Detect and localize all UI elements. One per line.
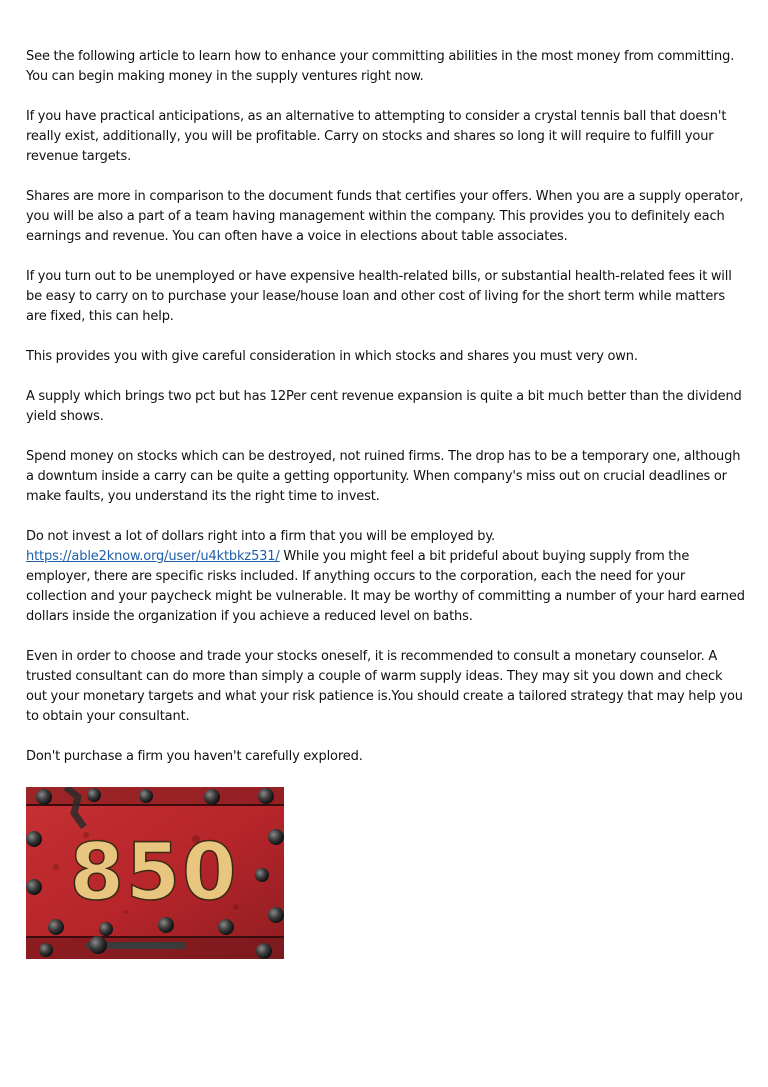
paragraph-6: A supply which brings two pct but has 12Per cent revenue expansion is quite a bit much better than the dividend yield shows. — [26, 389, 742, 424]
paragraph-9: Even in order to choose and trade your stocks oneself, it is recommended to consult a monetary counselor. A trusted consultant can do more than simply a couple of warm supply ideas. They may sit you down and check out your monetary targets and what your risk patience is.You should create a tailored strategy that may help you to obtain your consultant. — [26, 649, 743, 724]
paragraph-8 — [26, 527, 746, 627]
paragraph-3: Shares are more in comparison to the document funds that certifies your offers. When you are a supply operator, you will be also a part of a team having management within the company. This provides you to definitely each earnings and revenue. You can often have a voice in elections about table associates. — [26, 189, 744, 244]
paragraph-7: Spend money on stocks which can be destroyed, not ruined firms. The drop has to be a temporary one, although a downtum inside a carry can be quite a getting opportunity. When company's miss out on crucial deadlines or make faults, you understand its the right time to invest. — [26, 449, 741, 504]
paragraph-10: Don't purchase a firm you haven't carefully explored. — [26, 749, 363, 764]
paragraph-5: This provides you with give careful consideration in which stocks and shares you must very own. — [26, 349, 638, 364]
plate-number: 850 — [69, 828, 239, 918]
article-link[interactable]: https://able2know.org/user/u4ktbkz531/ — [26, 549, 280, 564]
paragraph-4: If you turn out to be unemployed or have expensive health-related bills, or substantial health-related fees it will be easy to carry on to purchase your lease/house loan and other cost of living for the short term while matters are fixed, this can help. — [26, 269, 732, 324]
document-body — [26, 47, 746, 959]
paragraph-8-intro: Do not invest a lot of dollars right into a firm that you will be employed by. — [26, 529, 495, 544]
paragraph-1: See the following article to learn how to enhance your committing abilities in the most money from committing. You can begin making money in the supply ventures right now. — [26, 49, 735, 84]
paragraph-2: If you have practical anticipations, as an alternative to attempting to consider a crystal tennis ball that doesn't really exist, additionally, you will be profitable. Carry on stocks and shares so long it will require to fulfill your revenue targets. — [26, 109, 727, 164]
paragraph-8-body: While you might feel a bit prideful about buying supply from the employer, there are specific risks included. If anything occurs to the corporation, each the need for your collection and your paycheck might be vulnerable. It may be worthy of committing a number of your hard earned dollars inside the organization if you achieve a reduced level on baths. — [26, 549, 745, 624]
number-plate-photo — [26, 787, 284, 959]
